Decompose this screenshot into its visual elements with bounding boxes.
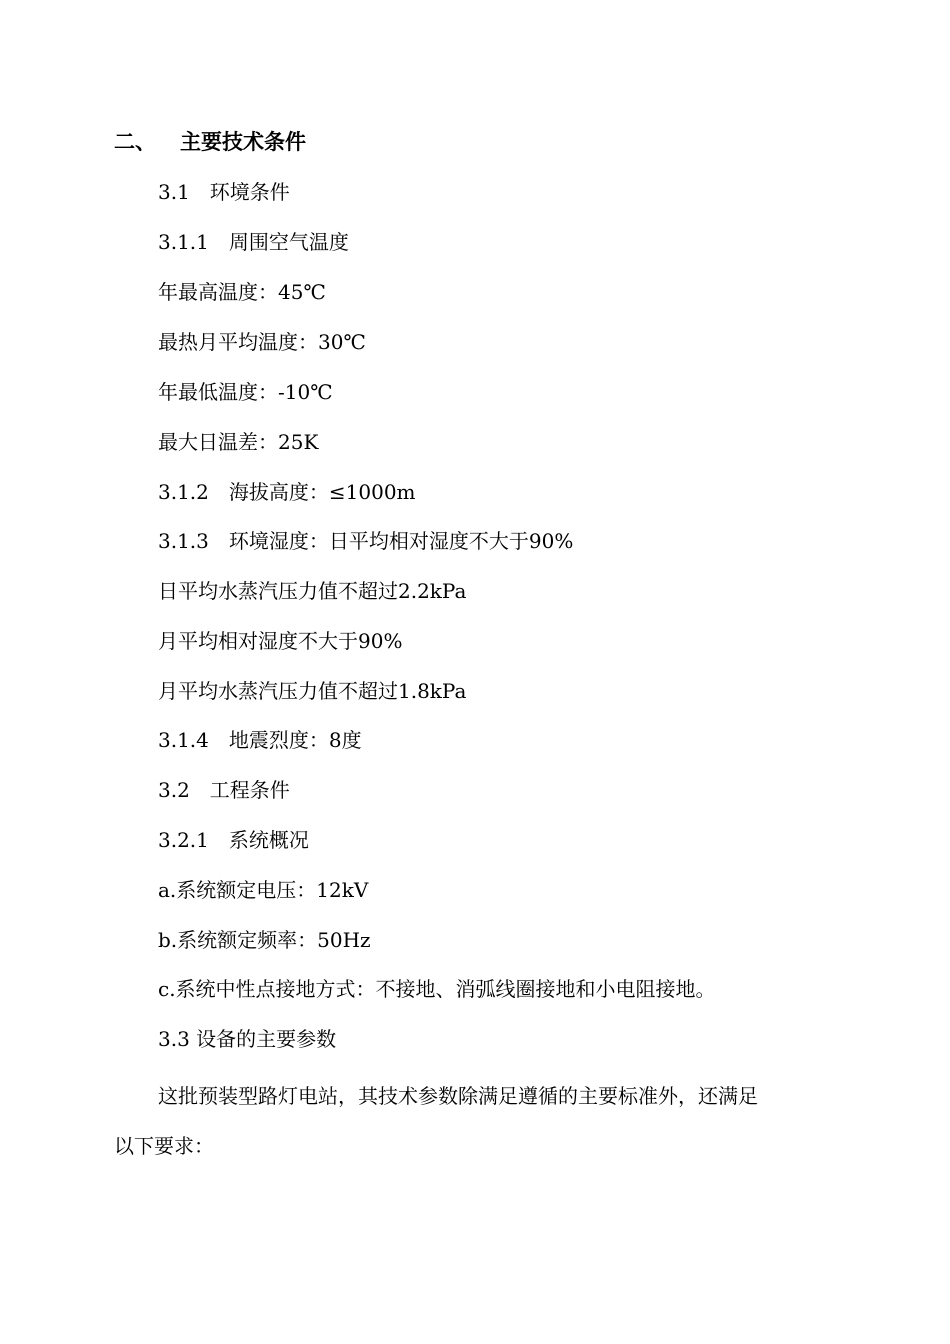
- section-number: 二、: [114, 129, 156, 154]
- item-max-temp: 年最高温度：45℃: [158, 280, 326, 304]
- item-monthly-humidity: 月平均相对湿度不大于90%: [158, 629, 403, 653]
- item-min-temp: 年最低温度：-10℃: [158, 380, 333, 404]
- subsection-main-parameters: 3.3 设备的主要参数: [158, 1027, 337, 1051]
- paragraph-line-2: 以下要求：: [114, 1134, 214, 1158]
- item-monthly-vapor-pressure: 月平均水蒸汽压力值不超过1.8kPa: [158, 679, 467, 703]
- item-daily-temp-diff: 最大日温差：25K: [158, 430, 319, 454]
- item-seismic-intensity: 3.1.4 地震烈度：8度: [158, 728, 362, 752]
- section-title: 主要技术条件: [180, 129, 306, 154]
- body-paragraph: [114, 1071, 834, 1171]
- item-daily-vapor-pressure: 日平均水蒸汽压力值不超过2.2kPa: [158, 579, 467, 603]
- item-altitude: 3.1.2 海拔高度：≤1000m: [158, 480, 416, 504]
- item-hottest-month-temp: 最热月平均温度：30℃: [158, 330, 366, 354]
- item-system-overview: 3.2.1 系统概况: [158, 828, 309, 852]
- item-grounding-method: c.系统中性点接地方式：不接地、消弧线圈接地和小电阻接地。: [158, 977, 716, 1001]
- item-humidity: 3.1.3 环境湿度：日平均相对湿度不大于90%: [158, 529, 574, 553]
- item-rated-voltage: a.系统额定电压：12kV: [158, 878, 369, 902]
- item-rated-frequency: b.系统额定频率：50Hz: [158, 928, 371, 952]
- paragraph-line-1: 这批预装型路灯电站，其技术参数除满足遵循的主要标准外，还满足: [158, 1084, 758, 1108]
- subsection-environment: 3.1 环境条件: [158, 180, 290, 204]
- subsection-engineering: 3.2 工程条件: [158, 778, 290, 802]
- section-heading: [114, 127, 306, 157]
- item-air-temperature: 3.1.1 周围空气温度: [158, 230, 349, 254]
